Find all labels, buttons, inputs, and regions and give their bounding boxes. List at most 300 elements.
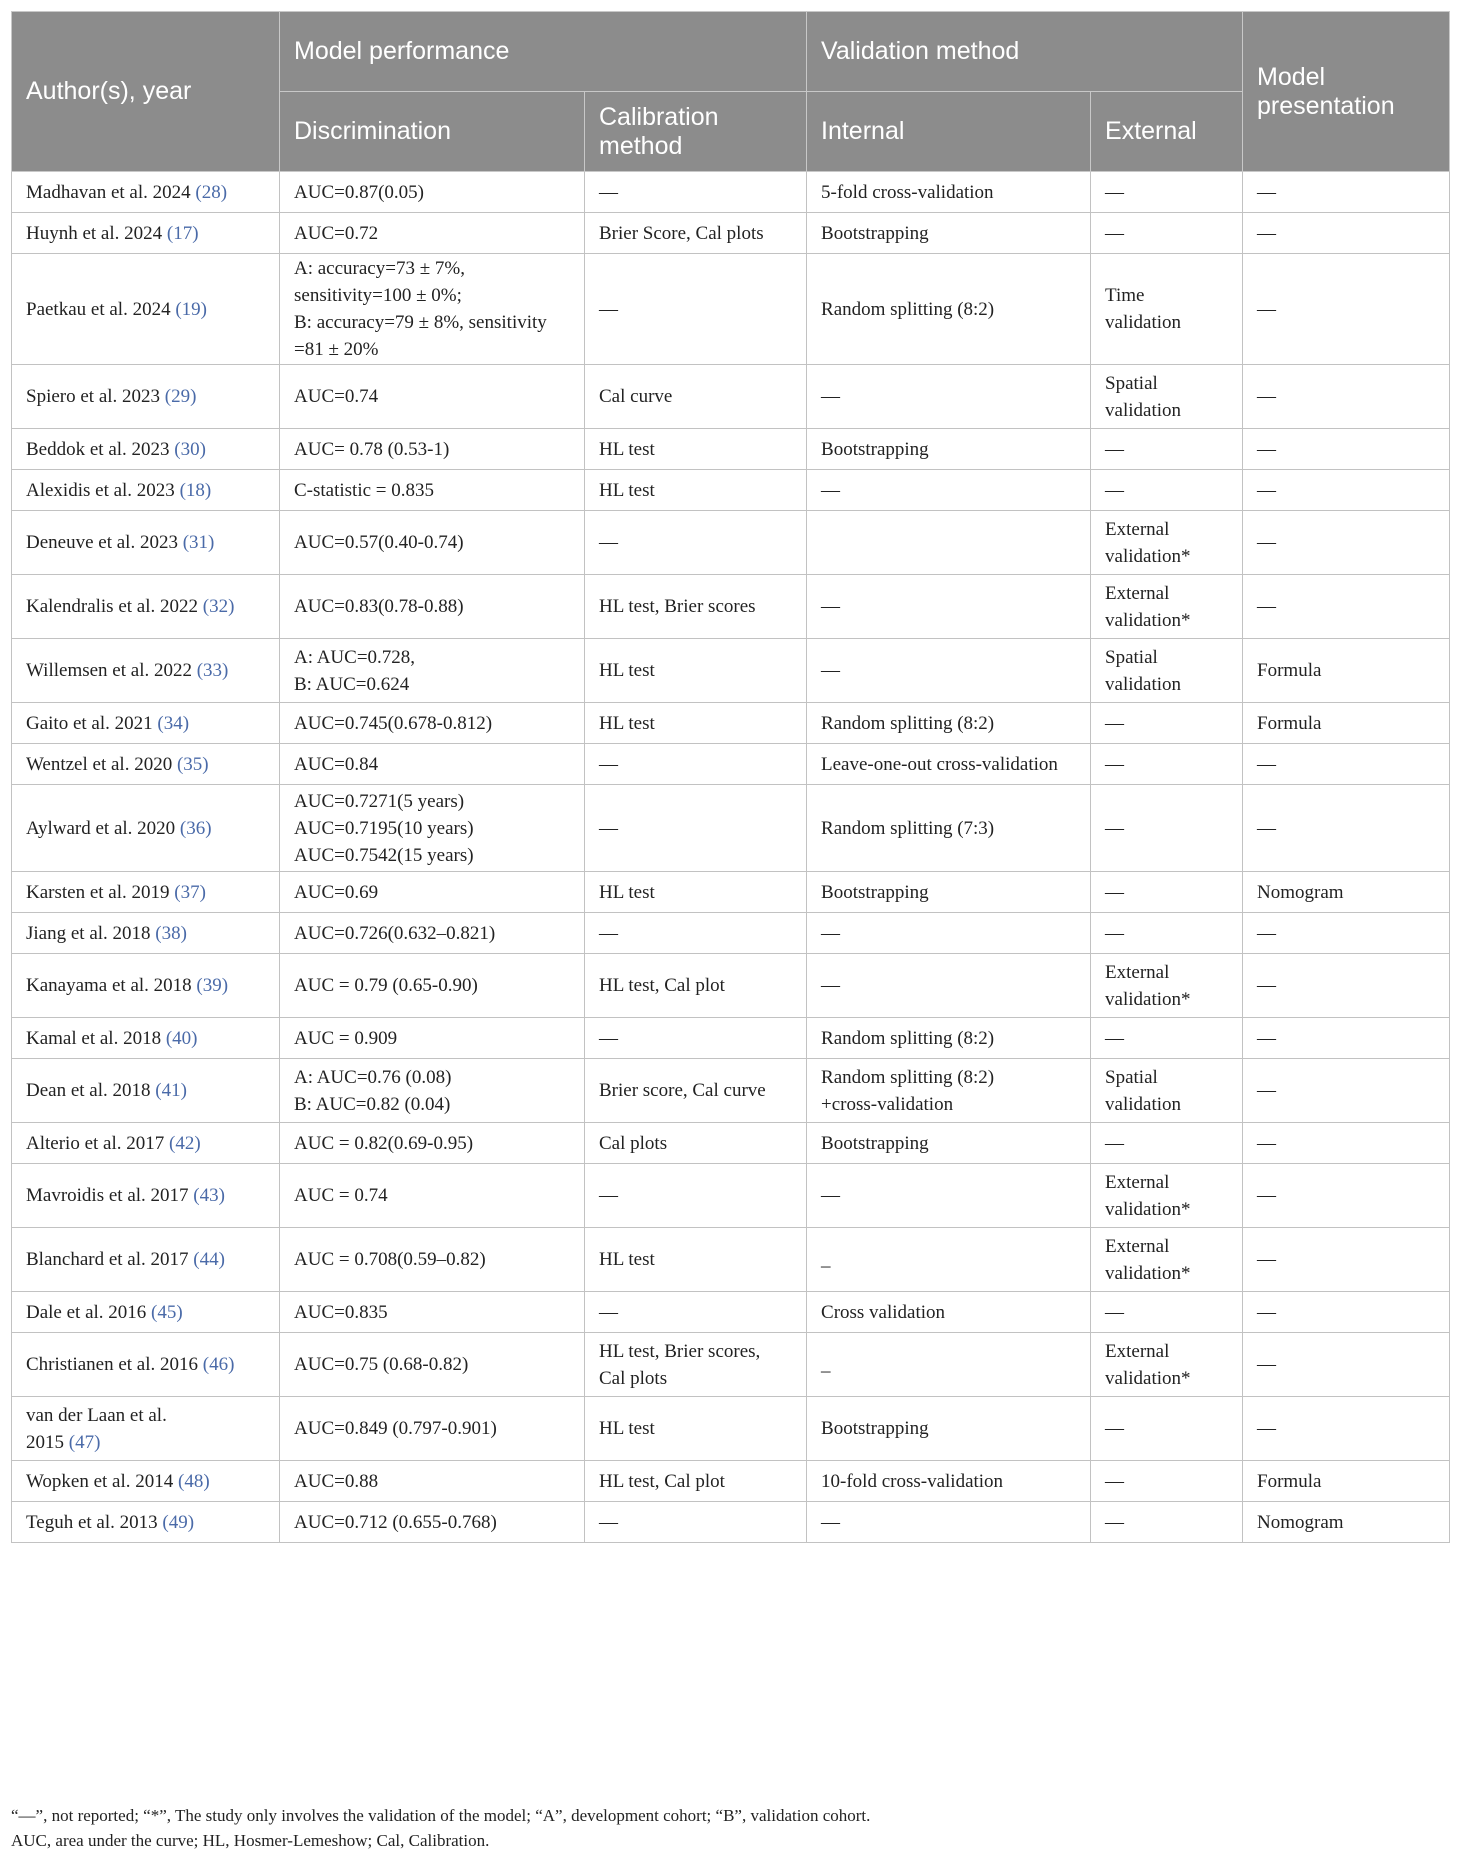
cell-calibration [585, 1397, 807, 1461]
discrimination-line: sensitivity=100 ± 0%; [294, 285, 462, 306]
cell-presentation: — [1243, 1292, 1450, 1333]
cell-internal [807, 1228, 1091, 1292]
cell-external [1091, 1292, 1243, 1333]
discrimination-line: AUC=0.7542(15 years) [294, 844, 474, 866]
cell-internal [807, 1059, 1091, 1123]
cell-presentation: — [1243, 172, 1450, 213]
table-row [12, 913, 1450, 954]
reference-link[interactable]: (29) [164, 386, 197, 407]
cell-discrimination [280, 429, 585, 470]
author-text: Wopken et al. 2014 [26, 1470, 179, 1492]
reference-link[interactable]: (39) [196, 975, 229, 996]
cell-external [1091, 470, 1243, 511]
footnote-abbreviations: AUC, area under the curve; HL, Hosmer-Lemeshow; Cal, Calibration. [11, 1831, 490, 1850]
discrimination-line: AUC = 0.708(0.59–0.82) [294, 1249, 486, 1270]
reference-link[interactable]: (19) [175, 298, 207, 320]
internal-line: Random splitting (8:2) [821, 298, 995, 320]
external-line: — [1105, 1511, 1125, 1533]
cell-calibration [585, 254, 807, 365]
cell-external [1091, 172, 1243, 213]
cell-discrimination [280, 213, 585, 254]
table-row [12, 1228, 1450, 1292]
cell-internal [807, 744, 1091, 785]
cell-calibration [585, 1228, 807, 1292]
cell-external [1091, 872, 1243, 913]
cell-internal [807, 470, 1091, 511]
cell-calibration [585, 1059, 807, 1123]
table-row [12, 429, 1450, 470]
reference-link[interactable]: (17) [166, 222, 199, 244]
discrimination-line: A: accuracy=73 ± 7%, [294, 258, 465, 279]
discrimination-line: AUC = 0.79 (0.65-0.90) [294, 975, 478, 996]
internal-line: Random splitting (8:2) [821, 1066, 995, 1088]
external-line: validation [1105, 1093, 1181, 1115]
internal-line: Bootstrapping [821, 438, 929, 460]
discrimination-line: C-statistic = 0.835 [294, 479, 435, 501]
reference-link[interactable]: (37) [174, 881, 206, 903]
cell-calibration [585, 1292, 807, 1333]
external-line: — [1105, 1027, 1125, 1049]
external-line: — [1105, 1132, 1125, 1154]
cell-presentation: — [1243, 254, 1450, 365]
external-line: — [1105, 438, 1125, 460]
cell-internal [807, 872, 1091, 913]
table-row [12, 172, 1450, 213]
cell-presentation: Nomogram [1243, 872, 1450, 913]
author-text: Willemsen et al. 2022 [26, 660, 197, 681]
cell-discrimination [280, 1164, 585, 1228]
table-body [12, 172, 1450, 1543]
table-row [12, 639, 1450, 703]
calibration-line: HL test [599, 712, 655, 734]
header-model-presentation: Model presentation [1243, 12, 1450, 172]
author-text: Dale et al. 2016 [26, 1301, 152, 1323]
cell-external [1091, 575, 1243, 639]
discrimination-line: B: accuracy=79 ± 8%, sensitivity [294, 312, 547, 333]
author-text: Alterio et al. 2017 [26, 1132, 169, 1154]
header-internal: Internal [807, 92, 1091, 172]
cell-author-year [12, 1292, 280, 1333]
cell-calibration [585, 954, 807, 1018]
cell-internal [807, 639, 1091, 703]
cell-internal [807, 1461, 1091, 1502]
cell-discrimination [280, 1059, 585, 1123]
cell-internal [807, 954, 1091, 1018]
cell-author-year [12, 213, 280, 254]
discrimination-line: AUC=0.88 [294, 1470, 379, 1492]
cell-author-year [12, 172, 280, 213]
external-line: validation [1105, 312, 1181, 333]
cell-presentation: — [1243, 1123, 1450, 1164]
author-text: Beddok et al. 2023 [26, 438, 175, 460]
calibration-line: — [599, 1185, 618, 1206]
cell-external [1091, 1461, 1243, 1502]
cell-external [1091, 1502, 1243, 1543]
cell-external [1091, 429, 1243, 470]
internal-line: Random splitting (7:3) [821, 817, 995, 839]
cell-internal [807, 1164, 1091, 1228]
cell-discrimination [280, 470, 585, 511]
cell-internal [807, 1333, 1091, 1397]
calibration-line: HL test [599, 479, 655, 501]
internal-line: +cross-validation [821, 1093, 954, 1115]
cell-internal [807, 365, 1091, 429]
cell-author-year [12, 1018, 280, 1059]
reference-link[interactable]: (42) [169, 1132, 201, 1154]
discrimination-line: AUC=0.7271(5 years) [294, 790, 465, 812]
calibration-line: HL test [599, 1418, 655, 1439]
discrimination-line: A: AUC=0.728, [294, 646, 416, 668]
cell-external [1091, 744, 1243, 785]
table-row [12, 703, 1450, 744]
cell-presentation: — [1243, 511, 1450, 575]
cell-author-year [12, 954, 280, 1018]
cell-internal [807, 575, 1091, 639]
cell-presentation: — [1243, 913, 1450, 954]
internal-line: Bootstrapping [821, 222, 929, 244]
calibration-line: HL test [599, 1249, 655, 1270]
discrimination-line: AUC = 0.909 [294, 1027, 398, 1049]
author-text: Wentzel et al. 2020 [26, 753, 177, 775]
internal-line: Cross validation [821, 1301, 946, 1323]
reference-link[interactable]: (40) [165, 1027, 198, 1049]
cell-internal [807, 785, 1091, 872]
cell-discrimination [280, 575, 585, 639]
cell-external [1091, 1397, 1243, 1461]
discrimination-line: AUC=0.835 [294, 1301, 388, 1323]
cell-discrimination [280, 785, 585, 872]
external-line: — [1105, 881, 1125, 903]
table-row [12, 213, 1450, 254]
cell-discrimination [280, 254, 585, 365]
reference-link[interactable]: (28) [195, 181, 228, 203]
cell-author-year [12, 1397, 280, 1461]
cell-presentation: — [1243, 1397, 1450, 1461]
discrimination-line: AUC= 0.78 (0.53-1) [294, 438, 450, 460]
cell-calibration [585, 639, 807, 703]
external-line: validation* [1105, 609, 1191, 631]
reference-link[interactable]: (34) [157, 712, 190, 734]
external-line: Time [1105, 285, 1145, 306]
calibration-line: HL test [599, 438, 655, 460]
external-line: External [1105, 582, 1170, 604]
author-text: Spiero et al. 2023 [26, 386, 165, 407]
discrimination-line: AUC=0.83(0.78-0.88) [294, 596, 464, 617]
cell-author-year [12, 1461, 280, 1502]
cell-presentation: Formula [1243, 1461, 1450, 1502]
table-row [12, 1018, 1450, 1059]
cell-internal [807, 913, 1091, 954]
external-line: — [1105, 1418, 1125, 1439]
cell-calibration [585, 1164, 807, 1228]
cell-discrimination [280, 511, 585, 575]
external-line: validation* [1105, 545, 1191, 567]
table-row [12, 1123, 1450, 1164]
author-text: Paetkau et al. 2024 [26, 298, 176, 320]
calibration-line: HL test [599, 660, 655, 681]
internal-line: Bootstrapping [821, 881, 929, 903]
cell-author-year [12, 575, 280, 639]
internal-line: Bootstrapping [821, 1418, 929, 1439]
external-line: Spatial [1105, 1066, 1158, 1088]
table-row [12, 1333, 1450, 1397]
cell-external [1091, 1164, 1243, 1228]
author-text: Kamal et al. 2018 [26, 1027, 166, 1049]
table-row [12, 1397, 1450, 1461]
external-line: External [1105, 518, 1170, 540]
discrimination-line: A: AUC=0.76 (0.08) [294, 1066, 452, 1088]
reference-link[interactable]: (18) [179, 479, 212, 501]
reference-link[interactable]: (48) [178, 1470, 210, 1492]
cell-presentation: — [1243, 1333, 1450, 1397]
internal-line: — [821, 596, 841, 617]
header-validation-method: Validation method [807, 12, 1243, 92]
reference-link[interactable]: (46) [202, 1354, 235, 1375]
cell-internal [807, 1502, 1091, 1543]
cell-presentation: — [1243, 1228, 1450, 1292]
author-text: Christianen et al. 2016 [26, 1354, 203, 1375]
internal-line: — [821, 1511, 841, 1533]
internal-line: 5-fold cross-validation [821, 181, 994, 203]
calibration-line: Cal plots [599, 1132, 668, 1154]
cell-internal [807, 1018, 1091, 1059]
table-row [12, 511, 1450, 575]
author-text: Mavroidis et al. 2017 [26, 1185, 194, 1206]
cell-calibration [585, 1502, 807, 1543]
reference-link[interactable]: (33) [196, 660, 229, 681]
discrimination-line: =81 ± 20% [294, 339, 379, 360]
cell-discrimination [280, 1461, 585, 1502]
external-line: External [1105, 1340, 1170, 1362]
author-text: Kanayama et al. 2018 [26, 975, 197, 996]
cell-calibration [585, 575, 807, 639]
cell-presentation: — [1243, 365, 1450, 429]
footnote-legend: “—”, not reported; “*”, The study only involves the validation of the model; “A”, development cohort; “B”, validation cohort. [11, 1806, 871, 1825]
external-line: — [1105, 922, 1125, 944]
cell-external [1091, 1333, 1243, 1397]
discrimination-line: AUC=0.7195(10 years) [294, 817, 474, 839]
external-line: Spatial [1105, 646, 1158, 668]
table-header [12, 12, 1450, 172]
cell-discrimination [280, 1292, 585, 1333]
external-line: validation* [1105, 1198, 1191, 1220]
table-row [12, 470, 1450, 511]
author-text: Aylward et al. 2020 [26, 817, 180, 839]
calibration-line: Brier Score, Cal plots [599, 222, 764, 244]
table-row [12, 1461, 1450, 1502]
cell-author-year [12, 1164, 280, 1228]
cell-presentation: Formula [1243, 639, 1450, 703]
cell-calibration [585, 511, 807, 575]
cell-author-year [12, 470, 280, 511]
reference-link[interactable]: (43) [193, 1185, 225, 1206]
external-line: validation* [1105, 988, 1191, 1010]
cell-external [1091, 1018, 1243, 1059]
cell-presentation: — [1243, 575, 1450, 639]
reference-link[interactable]: (41) [155, 1080, 187, 1101]
cell-author-year [12, 1059, 280, 1123]
reference-link[interactable]: (32) [202, 596, 235, 617]
author-text: Blanchard et al. 2017 [26, 1249, 194, 1270]
external-line: — [1105, 1301, 1125, 1323]
internal-line: — [821, 1185, 841, 1206]
cell-presentation: — [1243, 744, 1450, 785]
cell-discrimination [280, 1228, 585, 1292]
calibration-line: — [599, 1301, 618, 1323]
table-container [11, 11, 1449, 1543]
cell-external [1091, 254, 1243, 365]
table-row [12, 365, 1450, 429]
cell-discrimination [280, 639, 585, 703]
table-row [12, 785, 1450, 872]
cell-presentation: — [1243, 785, 1450, 872]
calibration-line: Cal curve [599, 386, 673, 407]
cell-calibration [585, 213, 807, 254]
internal-line: — [821, 479, 841, 501]
external-line: External [1105, 1235, 1170, 1257]
cell-calibration [585, 872, 807, 913]
cell-internal [807, 1292, 1091, 1333]
cell-presentation: Formula [1243, 703, 1450, 744]
cell-author-year [12, 872, 280, 913]
internal-line: — [821, 922, 841, 944]
cell-presentation: Nomogram [1243, 1502, 1450, 1543]
discrimination-line: AUC=0.745(0.678-0.812) [294, 712, 493, 734]
external-line: validation [1105, 399, 1181, 421]
reference-link[interactable]: (45) [151, 1301, 183, 1323]
header-model-performance: Model performance [280, 12, 807, 92]
calibration-line: — [599, 298, 618, 320]
cell-calibration [585, 785, 807, 872]
reference-link[interactable]: (49) [162, 1511, 195, 1533]
calibration-line: HL test, Cal plot [599, 1470, 725, 1492]
cell-internal [807, 703, 1091, 744]
cell-calibration [585, 1018, 807, 1059]
internal-line: Leave-one-out cross-validation [821, 753, 1058, 775]
calibration-line: HL test, Brier scores, [599, 1340, 761, 1362]
internal-line: _ [821, 1249, 831, 1270]
cell-discrimination [280, 913, 585, 954]
reference-link[interactable]: (31) [182, 532, 215, 553]
reference-link[interactable]: (47) [68, 1431, 101, 1453]
cell-internal [807, 511, 1091, 575]
cell-discrimination [280, 1018, 585, 1059]
cell-calibration [585, 1123, 807, 1164]
cell-external [1091, 913, 1243, 954]
cell-internal [807, 1123, 1091, 1164]
cell-calibration [585, 744, 807, 785]
header-author-year: Author(s), year [12, 12, 280, 172]
reference-link[interactable]: (30) [174, 438, 206, 460]
cell-external [1091, 511, 1243, 575]
author-text: Gaito et al. 2021 [26, 712, 158, 734]
cell-calibration [585, 703, 807, 744]
external-line: validation* [1105, 1262, 1191, 1284]
cell-presentation: — [1243, 429, 1450, 470]
discrimination-line: AUC=0.726(0.632–0.821) [294, 922, 496, 944]
internal-line: — [821, 975, 841, 996]
cell-author-year [12, 1502, 280, 1543]
reference-link[interactable]: (38) [155, 922, 187, 944]
internal-line: Bootstrapping [821, 1132, 929, 1154]
calibration-line: Brier score, Cal curve [599, 1080, 766, 1101]
cell-calibration [585, 913, 807, 954]
header-external: External [1091, 92, 1243, 172]
calibration-line: — [599, 753, 618, 775]
external-line: External [1105, 1171, 1170, 1193]
author-text: Kalendralis et al. 2022 [26, 596, 203, 617]
external-line: — [1105, 753, 1125, 775]
cell-calibration [585, 365, 807, 429]
discrimination-line: AUC=0.84 [294, 753, 379, 775]
author-text: Jiang et al. 2018 [26, 922, 156, 944]
cell-author-year [12, 785, 280, 872]
calibration-line: — [599, 922, 618, 944]
cell-discrimination [280, 1397, 585, 1461]
cell-internal [807, 254, 1091, 365]
cell-presentation: — [1243, 470, 1450, 511]
internal-line: — [821, 386, 841, 407]
author-text: van der Laan et al. [26, 1404, 167, 1426]
cell-discrimination [280, 872, 585, 913]
reference-link[interactable]: (35) [176, 753, 209, 775]
cell-presentation: — [1243, 213, 1450, 254]
cell-author-year [12, 429, 280, 470]
cell-discrimination [280, 1123, 585, 1164]
cell-presentation: — [1243, 954, 1450, 1018]
discrimination-line: AUC = 0.82(0.69-0.95) [294, 1132, 474, 1154]
discrimination-line: AUC=0.849 (0.797-0.901) [294, 1418, 497, 1439]
reference-link[interactable]: (44) [193, 1249, 225, 1270]
author-text: Karsten et al. 2019 [26, 881, 175, 903]
cell-presentation: — [1243, 1018, 1450, 1059]
author-text: Huynh et al. 2024 [26, 222, 167, 244]
cell-discrimination [280, 1502, 585, 1543]
cell-internal [807, 172, 1091, 213]
cell-presentation: — [1243, 1164, 1450, 1228]
table-row [12, 954, 1450, 1018]
calibration-line: — [599, 1027, 618, 1049]
author-text: Deneuve et al. 2023 [26, 532, 183, 553]
cell-author-year [12, 365, 280, 429]
external-line: validation* [1105, 1367, 1191, 1389]
discrimination-line: AUC=0.72 [294, 222, 379, 244]
calibration-line: HL test [599, 881, 655, 903]
author-text: Teguh et al. 2013 [26, 1511, 163, 1533]
author-text: Alexidis et al. 2023 [26, 479, 180, 501]
external-line: — [1105, 181, 1125, 203]
model-performance-table [11, 11, 1450, 1543]
table-row [12, 1059, 1450, 1123]
cell-external [1091, 1123, 1243, 1164]
calibration-line: — [599, 532, 618, 553]
calibration-line: HL test, Brier scores [599, 596, 756, 617]
cell-author-year [12, 639, 280, 703]
cell-author-year [12, 254, 280, 365]
cell-author-year [12, 511, 280, 575]
table-row [12, 1164, 1450, 1228]
cell-external [1091, 785, 1243, 872]
discrimination-line: B: AUC=0.82 (0.04) [294, 1093, 451, 1115]
internal-line: 10-fold cross-validation [821, 1470, 1004, 1492]
author-text: Dean et al. 2018 [26, 1080, 156, 1101]
cell-internal [807, 1397, 1091, 1461]
cell-discrimination [280, 365, 585, 429]
internal-line: — [821, 660, 841, 681]
external-line: — [1105, 817, 1125, 839]
reference-link[interactable]: (36) [179, 817, 212, 839]
cell-author-year [12, 1228, 280, 1292]
